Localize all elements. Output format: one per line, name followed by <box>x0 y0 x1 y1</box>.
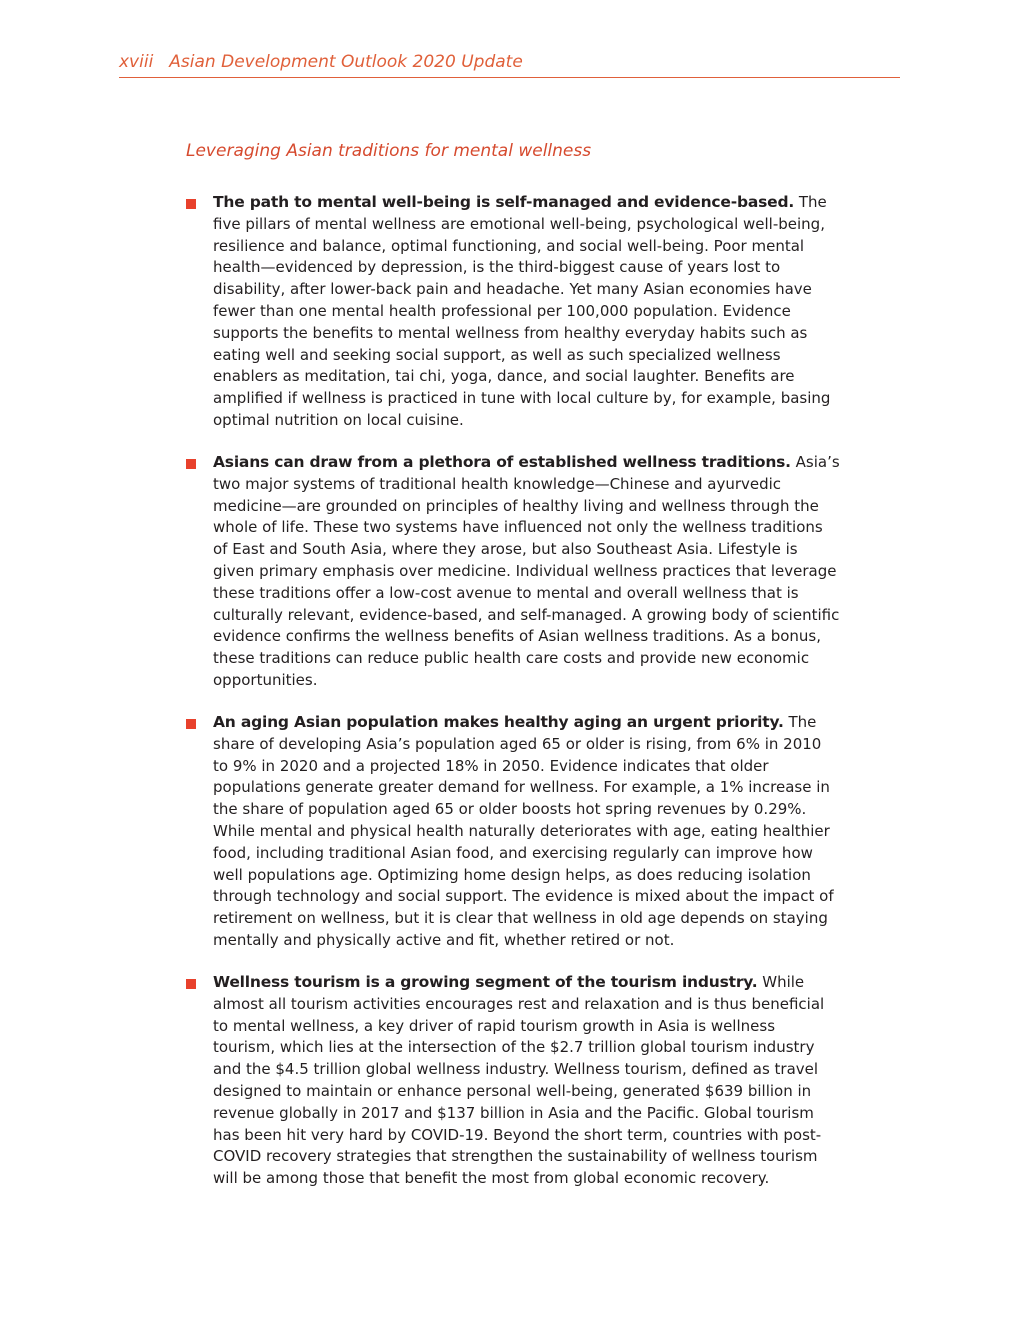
bullet-body: The five pillars of mental wellness are emotional well-being, psychological well-being, resilience and balance, optimal functioning, and social well-being. Poor mental health—evidenced by depression, is the third-biggest cause of years lost to disability, after lower-back pain and headache. Yet many Asian economies have fewer than one mental health professional per 100,000 population. Evidence supports the benefits to mental wellness from healthy everyday habits such as eating well and seeking social support, as well as such specialized wellness enablers as meditation, tai chi, yoga, dance, and social laughter. Benefits are amplified if wellness is practiced in tune with local culture by, for example, basing optimal nutrition on local cuisine. <box>213 193 831 429</box>
bullet-paragraph <box>213 972 840 1190</box>
bullet-body: While almost all tourism activities encourages rest and relaxation and is thus beneficial to mental wellness, a key driver of rapid tourism growth in Asia is wellness tourism, which lies at the intersection of the $2.7 trillion global tourism industry and the $4.5 trillion global wellness industry. Wellness tourism, defined as travel designed to maintain or enhance personal well-being, generated $639 billion in revenue globally in 2017 and $137 billion in Asia and the Pacific. Global tourism has been hit very hard by COVID-19. Beyond the short term, countries with post-COVID recovery strategies that strengthen the sustainability of wellness tourism will be among those that benefit the most from global economic recovery. <box>213 973 825 1188</box>
bullet-square-icon <box>186 719 196 729</box>
bullet-square-icon <box>186 199 196 209</box>
bullet-square-icon <box>186 459 196 469</box>
bullet-heading: Asians can draw from a plethora of established wellness traditions. <box>213 453 791 471</box>
bullet-paragraph <box>213 452 840 692</box>
bullet-heading: The path to mental well-being is self-managed and evidence-based. <box>213 193 795 211</box>
bullet-paragraph <box>213 712 840 952</box>
running-header <box>119 52 900 78</box>
bullet-square-icon <box>186 979 196 989</box>
bullet-body: Asia’s two major systems of traditional health knowledge—Chinese and ayurvedic medicine—are grounded on principles of healthy living and wellness through the whole of life. These two systems have influenced not only the wellness traditions of East and South Asia, where they arose, but also Southeast Asia. Lifestyle is given primary emphasis over medicine. Individual wellness practices that leverage these traditions offer a low-cost avenue to mental and overall wellness that is culturally relevant, evidence-based, and self-managed. A growing body of scientific evidence confirms the wellness benefits of Asian wellness traditions. As a bonus, these traditions can reduce public health care costs and provide new economic opportunities. <box>213 453 840 689</box>
bullet-heading: Wellness tourism is a growing segment of the tourism industry. <box>213 973 758 991</box>
page-number: xviii <box>119 52 154 72</box>
bullet-heading: An aging Asian population makes healthy aging an urgent priority. <box>213 713 784 731</box>
bullet-paragraph <box>213 192 840 432</box>
running-header-text <box>119 52 523 72</box>
bullet-body: The share of developing Asia’s population aged 65 or older is rising, from 6% in 2010 to 9% in 2020 and a projected 18% in 2050. Evidence indicates that older populations generate greater demand for wellness. For example, a 1% increase in the share of population aged 65 or older boosts hot spring revenues by 0.29%. While mental and physical health naturally deteriorates with age, eating healthier food, including traditional Asian food, and exercising regularly can improve how well populations age. Optimizing home design helps, as does reducing isolation through technology and social support. The evidence is mixed about the impact of retirement on wellness, but it is clear that wellness in old age depends on staying mentally and physically active and fit, whether retired or not. <box>213 713 834 949</box>
publication-title: Asian Development Outlook 2020 Update <box>169 52 523 72</box>
section-title: Leveraging Asian traditions for mental wellness <box>186 141 592 161</box>
